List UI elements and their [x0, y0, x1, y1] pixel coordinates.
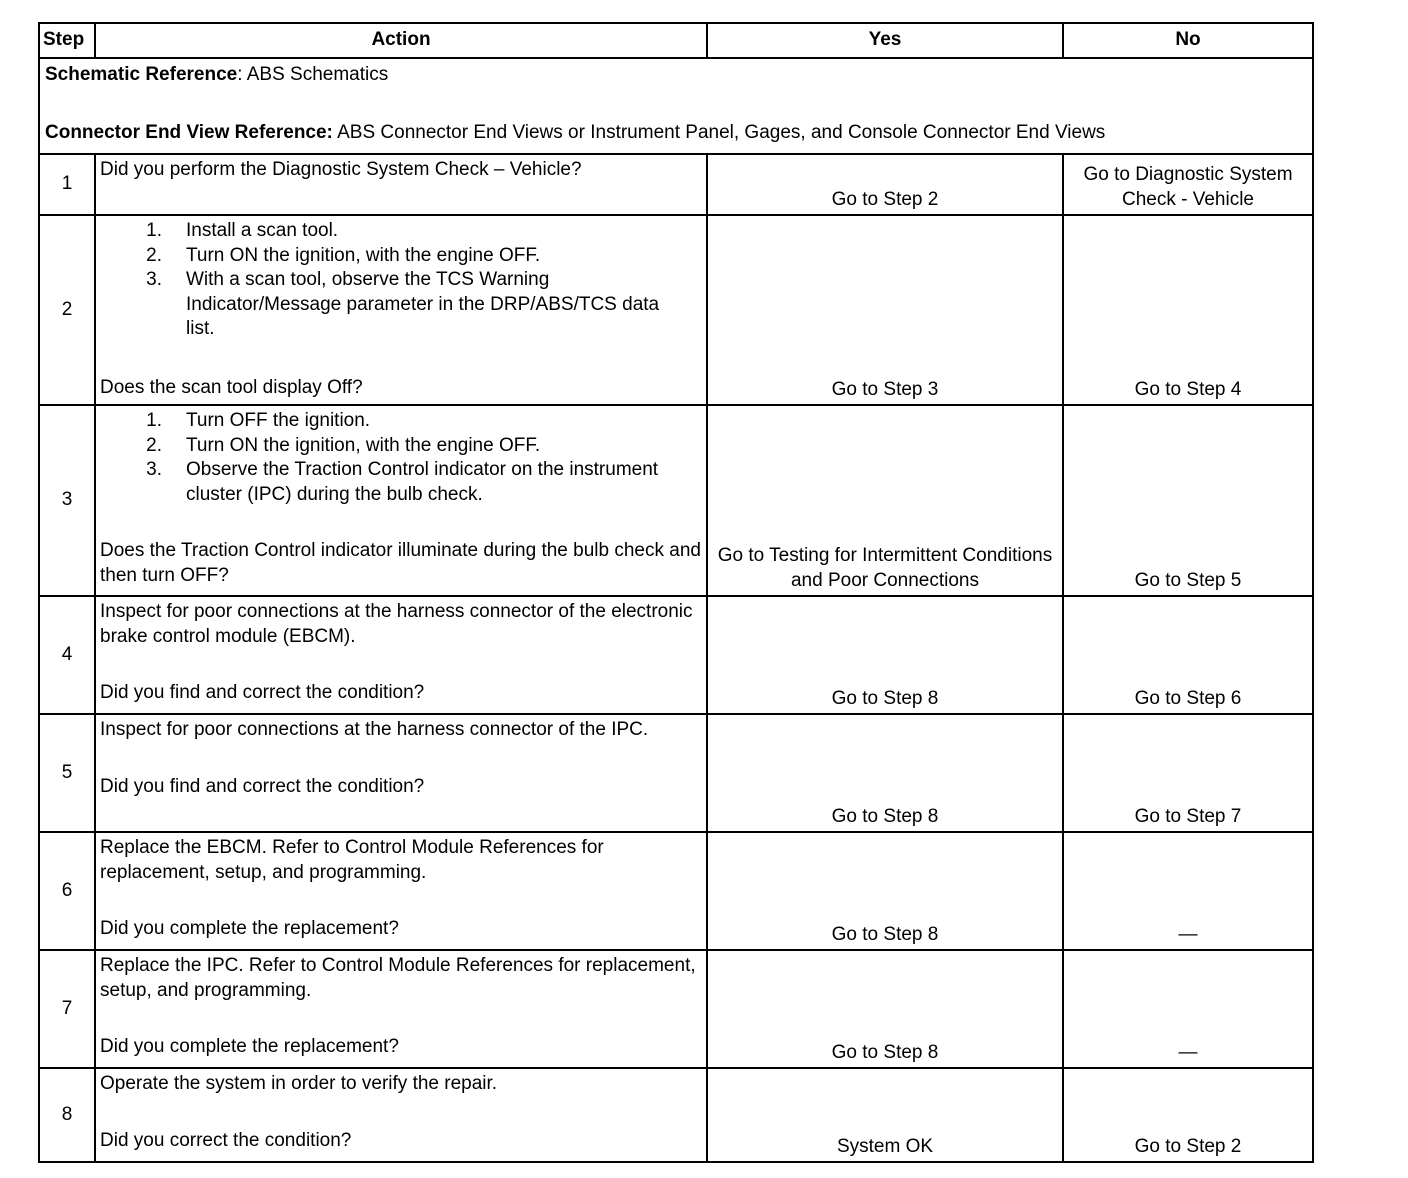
step-number: 6 [39, 832, 95, 950]
list-item [100, 434, 702, 459]
table-row [39, 714, 1313, 832]
action-cell [95, 1068, 707, 1162]
yes-result: Go to Step 2 [707, 154, 1063, 215]
table-row [39, 405, 1313, 596]
no-result: Go to Step 6 [1063, 596, 1313, 714]
action-text: Replace the EBCM. Refer to Control Module References for replacement, setup, and programming. [100, 837, 604, 883]
item-text: Turn ON the ignition, with the engine OFF. [186, 434, 541, 456]
header-action: Action [95, 23, 707, 58]
list-item [100, 409, 702, 434]
action-cell [95, 405, 707, 596]
yes-result: Go to Step 8 [707, 950, 1063, 1068]
no-result: Go to Step 2 [1063, 1068, 1313, 1162]
action-steps-list [100, 219, 702, 342]
no-result: Go to Step 4 [1063, 215, 1313, 405]
action-steps-list [100, 409, 702, 507]
step-number: 2 [39, 215, 95, 405]
item-number: 3. [146, 459, 162, 480]
item-text: Turn ON the ignition, with the engine OFF. [186, 244, 541, 266]
connector-reference-value: ABS Connector End Views or Instrument Panel, Gages, and Console Connector End Views [332, 121, 1106, 143]
action-cell [95, 596, 707, 714]
item-number: 3. [146, 269, 162, 290]
connector-reference [45, 121, 1307, 146]
action-text: Inspect for poor connections at the harness connector of the IPC. [100, 719, 649, 740]
no-result: Go to Step 5 [1063, 405, 1313, 596]
action-cell [95, 714, 707, 832]
table-row [39, 596, 1313, 714]
action-cell [95, 950, 707, 1068]
table-row [39, 1068, 1313, 1162]
step-number: 4 [39, 596, 95, 714]
item-text: With a scan tool, observe the TCS Warning Indicator/Message parameter in the DRP/ABS/TCS data list. [186, 269, 660, 339]
action-question: Did you complete the replacement? [100, 1036, 399, 1057]
item-number: 1. [146, 410, 162, 431]
header-yes: Yes [707, 23, 1063, 58]
item-text: Install a scan tool. [186, 220, 339, 241]
action-text: Inspect for poor connections at the harness connector of the electronic brake control module (EBCM). [100, 601, 693, 647]
list-item [100, 219, 702, 244]
action-question: Does the Traction Control indicator illuminate during the bulb check and then turn OFF? [100, 540, 701, 586]
step-number: 7 [39, 950, 95, 1068]
action-question: Did you correct the condition? [100, 1129, 352, 1151]
action-question: Did you find and correct the condition? [100, 775, 425, 797]
yes-result: Go to Testing for Intermittent Conditions and Poor Connections [707, 405, 1063, 596]
action-cell [95, 832, 707, 950]
item-number: 1. [146, 220, 162, 241]
schematic-reference-value: : ABS Schematics [237, 64, 389, 85]
reference-cell [39, 58, 1313, 154]
list-item [100, 268, 702, 342]
action-text: Replace the IPC. Refer to Control Module References for replacement, setup, and programming. [100, 955, 696, 1001]
header-row [39, 23, 1313, 58]
yes-result: System OK [707, 1068, 1063, 1162]
yes-result: Go to Step 8 [707, 596, 1063, 714]
table-row [39, 215, 1313, 405]
action-cell [95, 215, 707, 405]
item-number: 2. [146, 244, 162, 266]
item-text: Turn OFF the ignition. [186, 410, 371, 431]
header-no: No [1063, 23, 1313, 58]
item-text: Observe the Traction Control indicator on the instrument cluster (IPC) during the bulb check. [186, 459, 659, 505]
list-item [100, 244, 702, 269]
no-result: Go to Step 7 [1063, 714, 1313, 832]
connector-reference-label: Connector End View Reference: [45, 121, 333, 143]
step-number: 5 [39, 714, 95, 832]
step-number: 3 [39, 405, 95, 596]
no-result: — [1063, 832, 1313, 950]
reference-row [39, 58, 1313, 154]
step-number: 1 [39, 154, 95, 215]
action-question: Did you complete the replacement? [100, 918, 399, 939]
step-number: 8 [39, 1068, 95, 1162]
action-text: Did you perform the Diagnostic System Check – Vehicle? [95, 154, 707, 215]
schematic-reference-label: Schematic Reference [45, 64, 238, 85]
yes-result: Go to Step 3 [707, 215, 1063, 405]
list-item [100, 458, 702, 507]
schematic-reference [45, 63, 1307, 88]
header-step: Step [39, 23, 95, 58]
table-row [39, 950, 1313, 1068]
yes-result: Go to Step 8 [707, 832, 1063, 950]
action-text: Operate the system in order to verify the repair. [100, 1073, 498, 1094]
no-result: — [1063, 950, 1313, 1068]
table-row [39, 832, 1313, 950]
table-row [39, 154, 1313, 215]
no-result: Go to Diagnostic System Check - Vehicle [1063, 154, 1313, 215]
diagnostic-table [38, 22, 1314, 1163]
yes-result: Go to Step 8 [707, 714, 1063, 832]
action-question: Does the scan tool display Off? [100, 376, 363, 398]
item-number: 2. [146, 434, 162, 456]
action-question: Did you find and correct the condition? [100, 682, 425, 703]
